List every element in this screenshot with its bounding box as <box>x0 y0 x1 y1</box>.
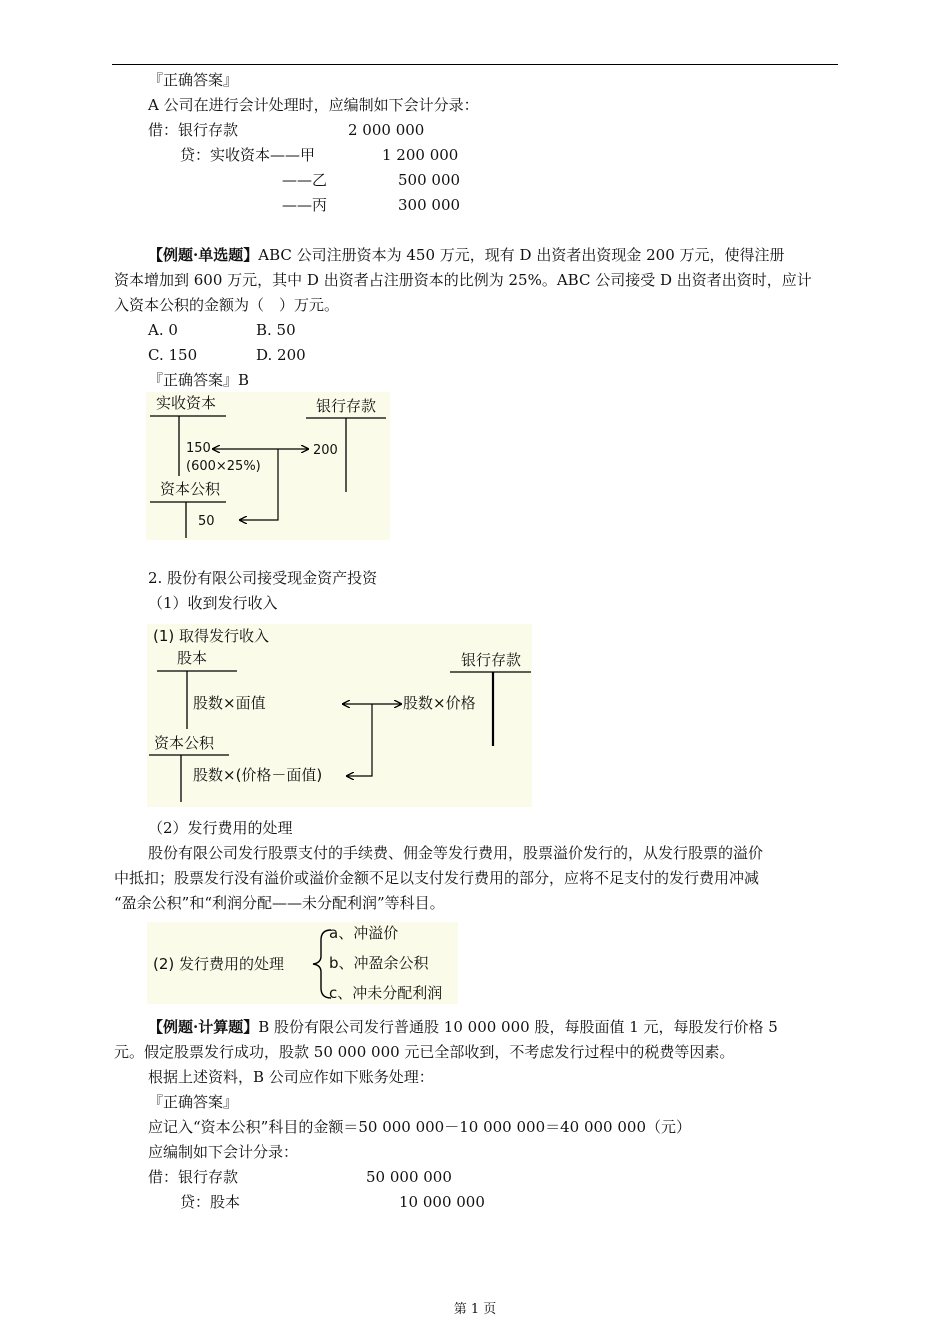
account-paid-in-capital: 实收资本 <box>156 394 217 412</box>
example-question-line: 元。假定股票发行成功，股款 50 000 000 元已全部收到，不考虑发行过程中的税费等因素。 <box>114 1043 735 1061</box>
header-rule <box>112 64 838 65</box>
credit-sub: ——丙 <box>282 196 328 214</box>
account-share-capital: 股本 <box>177 649 208 667</box>
diagram-caption: (1) 取得发行收入 <box>153 627 270 645</box>
example-text: B 股份有限公司发行普通股 10 000 000 股，每股面值 1 元，每股发行价格 5 <box>258 1018 778 1036</box>
option-c: C. 150 <box>148 346 198 364</box>
account-capital-surplus: 资本公积 <box>154 734 215 752</box>
option-item: a、冲溢价 <box>329 924 399 942</box>
credit-sub: ——乙 <box>282 171 328 189</box>
example-text: ABC 公司注册资本为 450 万元，现有 D 出资者出资现金 200 万元，使得注册 <box>258 246 785 264</box>
answer-label: 『正确答案』 <box>148 1093 239 1111</box>
option-a: A. 0 <box>148 321 178 339</box>
entry-value: 200 <box>313 443 338 458</box>
debit-amount: 50 000 000 <box>366 1168 452 1186</box>
entry-intro: A 公司在进行会计处理时，应编制如下会计分录： <box>148 96 479 114</box>
sub-heading: （1）收到发行收入 <box>148 594 278 612</box>
paragraph-line: “盈余公积”和“利润分配——未分配利润”等科目。 <box>114 894 445 912</box>
option-b: B. 50 <box>256 321 296 339</box>
section-heading: 2. 股份有限公司接受现金资产投资 <box>148 569 378 587</box>
example-question-line <box>148 1017 778 1037</box>
answer-label: 『正确答案』 <box>148 71 239 89</box>
example-tag: 【例题·计算题】 <box>148 1018 259 1036</box>
account-capital-surplus: 资本公积 <box>160 480 221 498</box>
issue-cost-diagram <box>147 922 458 1004</box>
diagram-caption: (2) 发行费用的处理 <box>153 955 285 973</box>
credit-amount: 300 000 <box>398 196 461 214</box>
share-capital-entry: 股数×面值 <box>193 694 266 712</box>
sub-heading: （2）发行费用的处理 <box>148 819 293 837</box>
credit-line: 贷：实收资本——甲 <box>180 146 316 164</box>
capital-surplus-entry: 股数×(价格－面值) <box>193 766 323 784</box>
debit-line: 借：银行存款 <box>148 121 239 139</box>
example-tag: 【例题·单选题】 <box>148 246 259 264</box>
example-question-line: 根据上述资料，B 公司应作如下账务处理： <box>148 1068 434 1086</box>
paragraph-line: 股份有限公司发行股票支付的手续费、佣金等发行费用，股票溢价发行的，从发行股票的溢价 <box>148 844 764 862</box>
entry-value: 150 <box>186 441 211 456</box>
page-number: 第 1 页 <box>453 1302 497 1317</box>
credit-amount: 500 000 <box>398 171 461 189</box>
account-bank-deposit: 银行存款 <box>461 651 522 669</box>
entry-intro: 应编制如下会计分录： <box>148 1143 299 1161</box>
example-question-line: 入资本公积的金额为（ ）万元。 <box>114 296 340 314</box>
example-question-line: 资本增加到 600 万元，其中 D 出资者占注册资本的比例为 25%。ABC 公司接受 D 出资者出资时，应计 <box>114 271 812 289</box>
t-account-diagram <box>146 392 390 540</box>
credit-amount: 10 000 000 <box>399 1193 485 1211</box>
stock-issue-diagram <box>147 624 532 807</box>
credit-line: 贷：股本 <box>180 1193 241 1211</box>
credit-amount: 1 200 000 <box>382 146 459 164</box>
option-item: b、冲盈余公积 <box>329 954 429 972</box>
option-item: c、冲未分配利润 <box>329 984 443 1002</box>
debit-line: 借：银行存款 <box>148 1168 239 1186</box>
calc-line: 应记入“资本公积”科目的金额＝50 000 000－10 000 000＝40 000 000（元） <box>148 1118 691 1136</box>
paragraph-line: 中抵扣；股票发行没有溢价或溢价金额不足以支付发行费用的部分，应将不足支付的发行费用冲减 <box>114 869 760 887</box>
option-d: D. 200 <box>256 346 306 364</box>
bank-entry: 股数×价格 <box>403 694 476 712</box>
answer-label: 『正确答案』B <box>148 371 250 389</box>
entry-calc: (600×25%) <box>186 459 261 474</box>
example-question-line <box>148 245 785 265</box>
account-bank-deposit: 银行存款 <box>316 397 377 415</box>
entry-value: 50 <box>198 514 215 529</box>
debit-amount: 2 000 000 <box>348 121 425 139</box>
